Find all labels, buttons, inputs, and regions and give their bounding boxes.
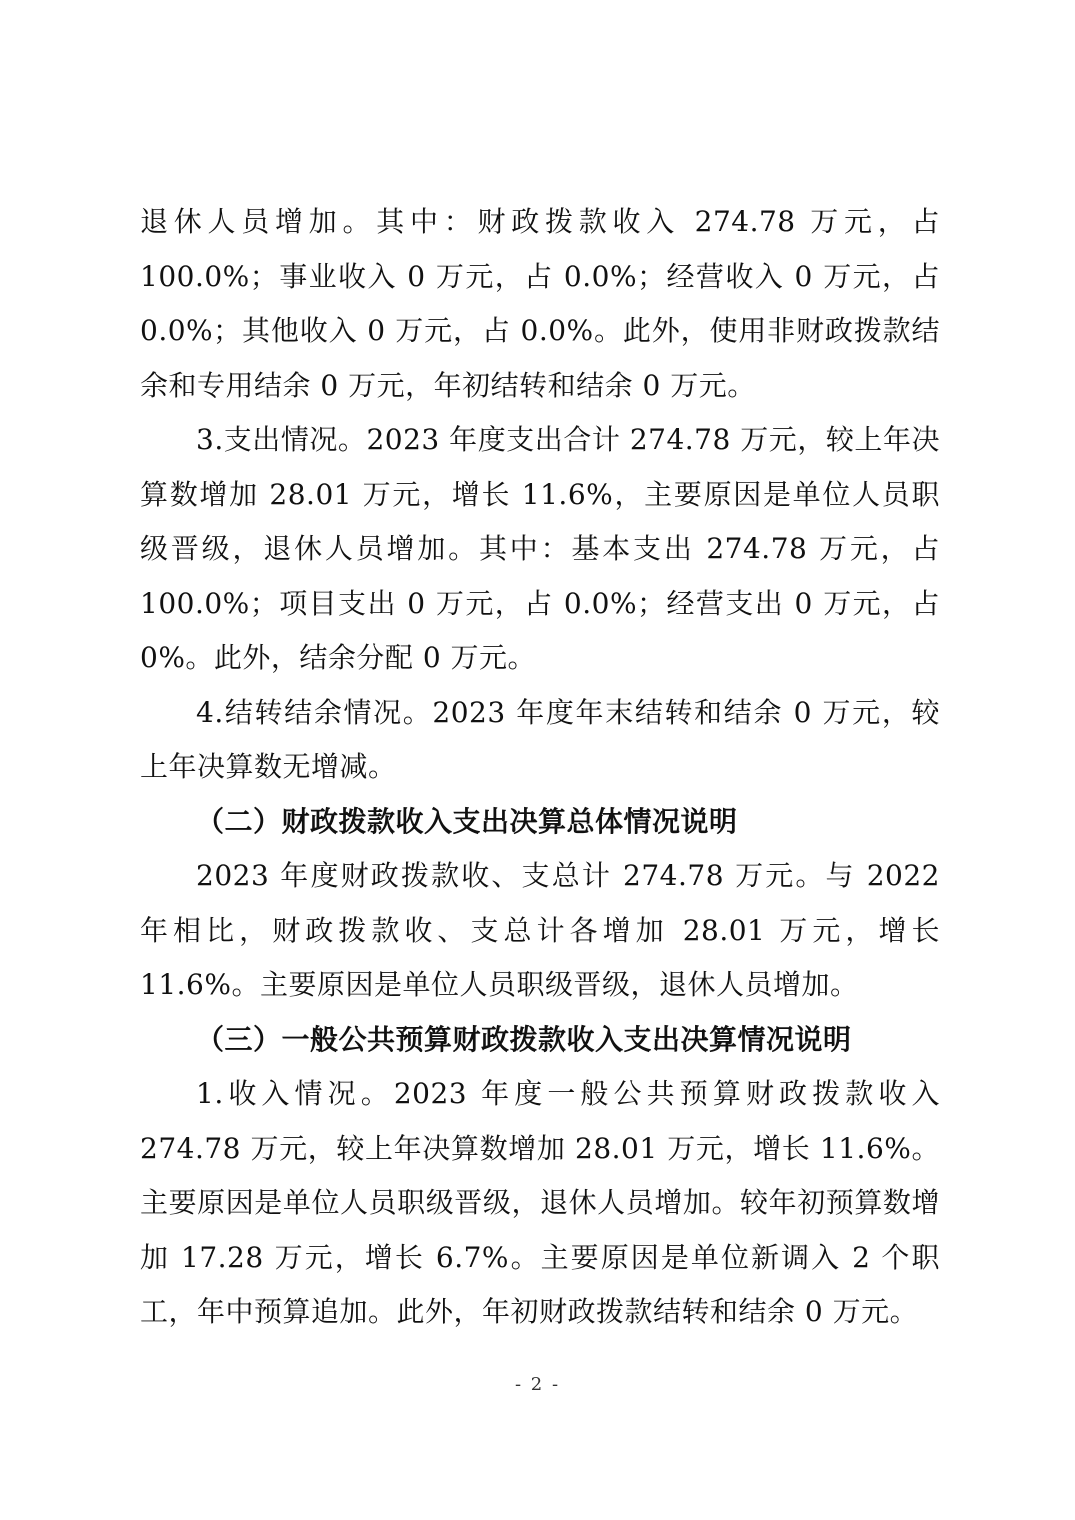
paragraph-carryover: 4.结转结余情况。2023 年度年末结转和结余 0 万元，较上年决算数无增减。 xyxy=(140,695,940,783)
page-number: - 2 - xyxy=(514,1374,561,1395)
document-body xyxy=(140,195,940,1340)
paragraph-income-breakdown: 退休人员增加。其中：财政拨款收入 274.78 万元，占 100.0%；事业收入 0 万元，占 0.0%；经营收入 0 万元，占 0.0%；其他收入 0 万元，占 0.0%。此外，使用非财政拨款结余和专用结余 0 万元，年初结转和结余 0 万元。 xyxy=(140,205,940,402)
section-heading-fiscal-overall: （二）财政拨款收入支出决算总体情况说明 xyxy=(196,804,738,838)
paragraph-general-budget-income: 1.收入情况。2023 年度一般公共预算财政拨款收入 274.78 万元，较上年决算数增加 28.01 万元，增长 11.6%。主要原因是单位人员职级晋级，退休人员增加。较年初预算数增加 17.28 万元，增长 6.7%。主要原因是单位新调入 2 个职工，年中预算追加。此外，年初财政拨款结转和结余 0 万元。 xyxy=(140,1077,940,1328)
paragraph-fiscal-overall: 2023 年度财政拨款收、支总计 274.78 万元。与 2022 年相比，财政拨款收、支总计各增加 28.01 万元，增长 11.6%。主要原因是单位人员职级晋级，退休人员增加。 xyxy=(140,859,940,1001)
paragraph-expenditure: 3.支出情况。2023 年度支出合计 274.78 万元，较上年决算数增加 28.01 万元，增长 11.6%，主要原因是单位人员职级晋级，退休人员增加。其中：基本支出 274.78 万元，占 100.0%；项目支出 0 万元，占 0.0%；经营支出 0 万元，占 0%。此外，结余分配 0 万元。 xyxy=(140,423,940,674)
section-heading-general-budget: （三）一般公共预算财政拨款收入支出决算情况说明 xyxy=(196,1022,852,1056)
